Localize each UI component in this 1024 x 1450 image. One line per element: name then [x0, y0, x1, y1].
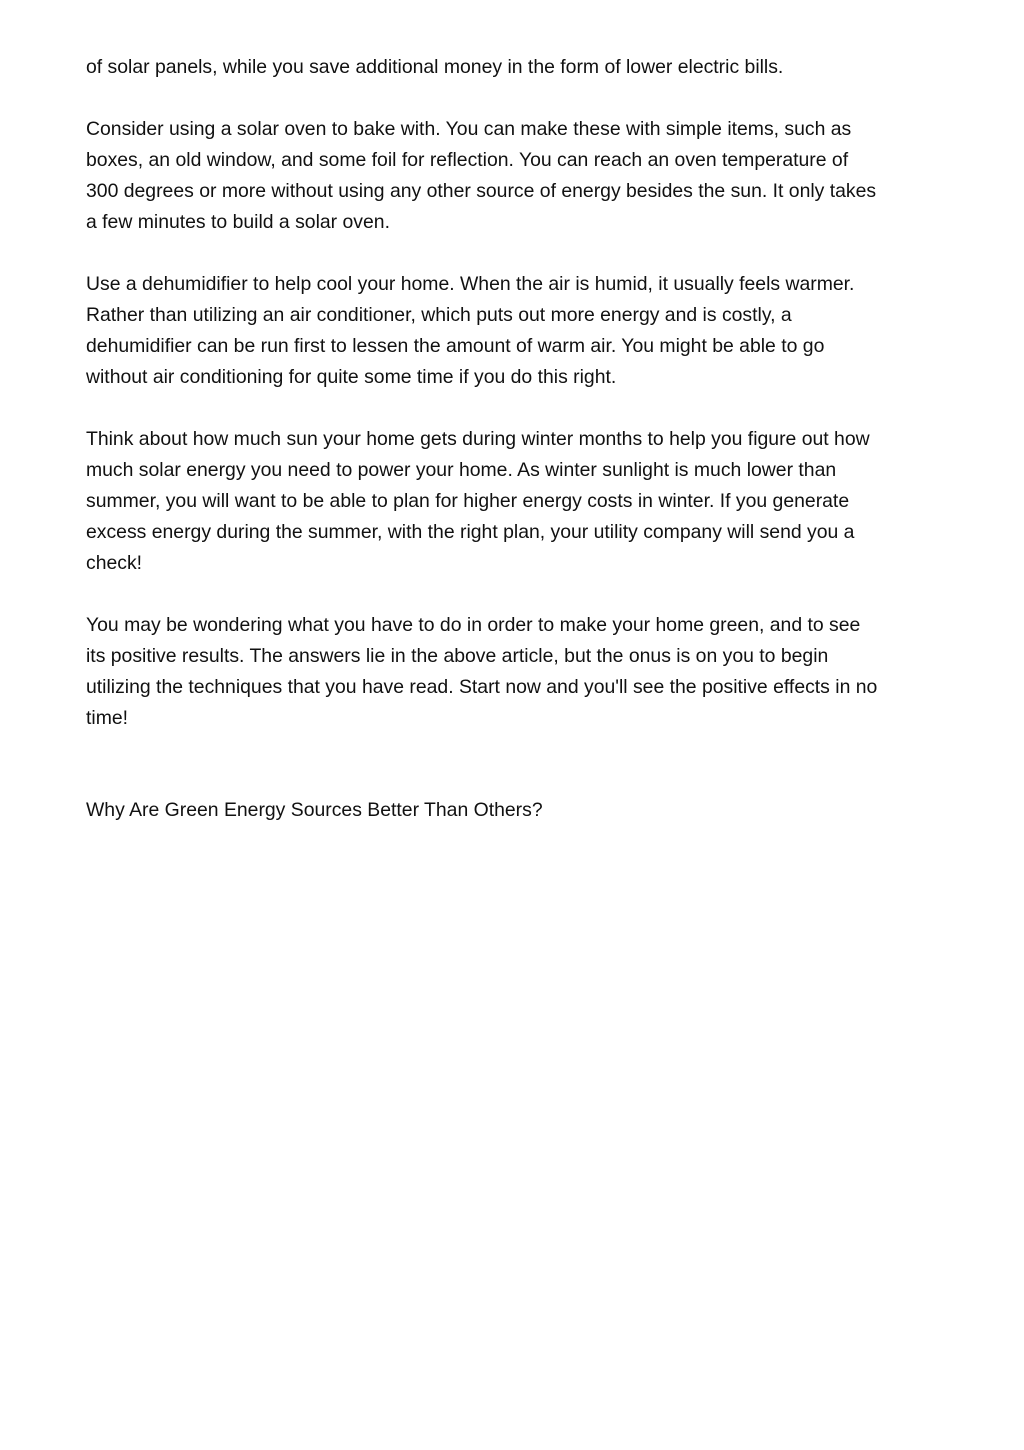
paragraph-line: Rather than utilizing an air conditioner, which puts out more energy and is costly, a	[86, 304, 792, 326]
paragraph-2	[86, 114, 946, 238]
paragraph-line: much solar energy you need to power your home. As winter sunlight is much lower than	[86, 459, 837, 481]
paragraph-line: dehumidifier can be run first to lessen the amount of warm air. You might be able to go	[86, 335, 825, 357]
paragraph-line: boxes, an old window, and some foil for reflection. You can reach an oven temperature of	[86, 149, 849, 171]
paragraph-line: summer, you will want to be able to plan for higher energy costs in winter. If you generate	[86, 490, 850, 512]
paragraph-line: time!	[86, 707, 129, 729]
paragraph-5	[86, 610, 946, 734]
paragraph-line: without air conditioning for quite some time if you do this right.	[86, 366, 617, 388]
paragraph-line: check!	[86, 552, 143, 574]
closing-heading	[86, 795, 946, 826]
closing-heading-text: Why Are Green Energy Sources Better Than Others?	[86, 799, 543, 821]
paragraph-4	[86, 424, 946, 579]
paragraph-3	[86, 269, 946, 393]
paragraph-line: its positive results. The answers lie in the above article, but the onus is on you to begin	[86, 645, 829, 667]
paragraph-line: excess energy during the summer, with the right plan, your utility company will send you a	[86, 521, 855, 543]
paragraph-line: Use a dehumidifier to help cool your home. When the air is humid, it usually feels warmer.	[86, 273, 855, 295]
paragraph-line: a few minutes to build a solar oven.	[86, 211, 390, 233]
paragraph-line: utilizing the techniques that you have read. Start now and you'll see the positive effects in no	[86, 676, 878, 698]
paragraph-1	[86, 52, 946, 83]
paragraph-line: 300 degrees or more without using any other source of energy besides the sun. It only takes	[86, 180, 877, 202]
paragraph-line: Consider using a solar oven to bake with. You can make these with simple items, such as	[86, 118, 852, 140]
paragraph-line: You may be wondering what you have to do in order to make your home green, and to see	[86, 614, 861, 636]
paragraph-line: of solar panels, while you save additional money in the form of lower electric bills.	[86, 56, 784, 78]
paragraph-line: Think about how much sun your home gets during winter months to help you figure out how	[86, 428, 870, 450]
